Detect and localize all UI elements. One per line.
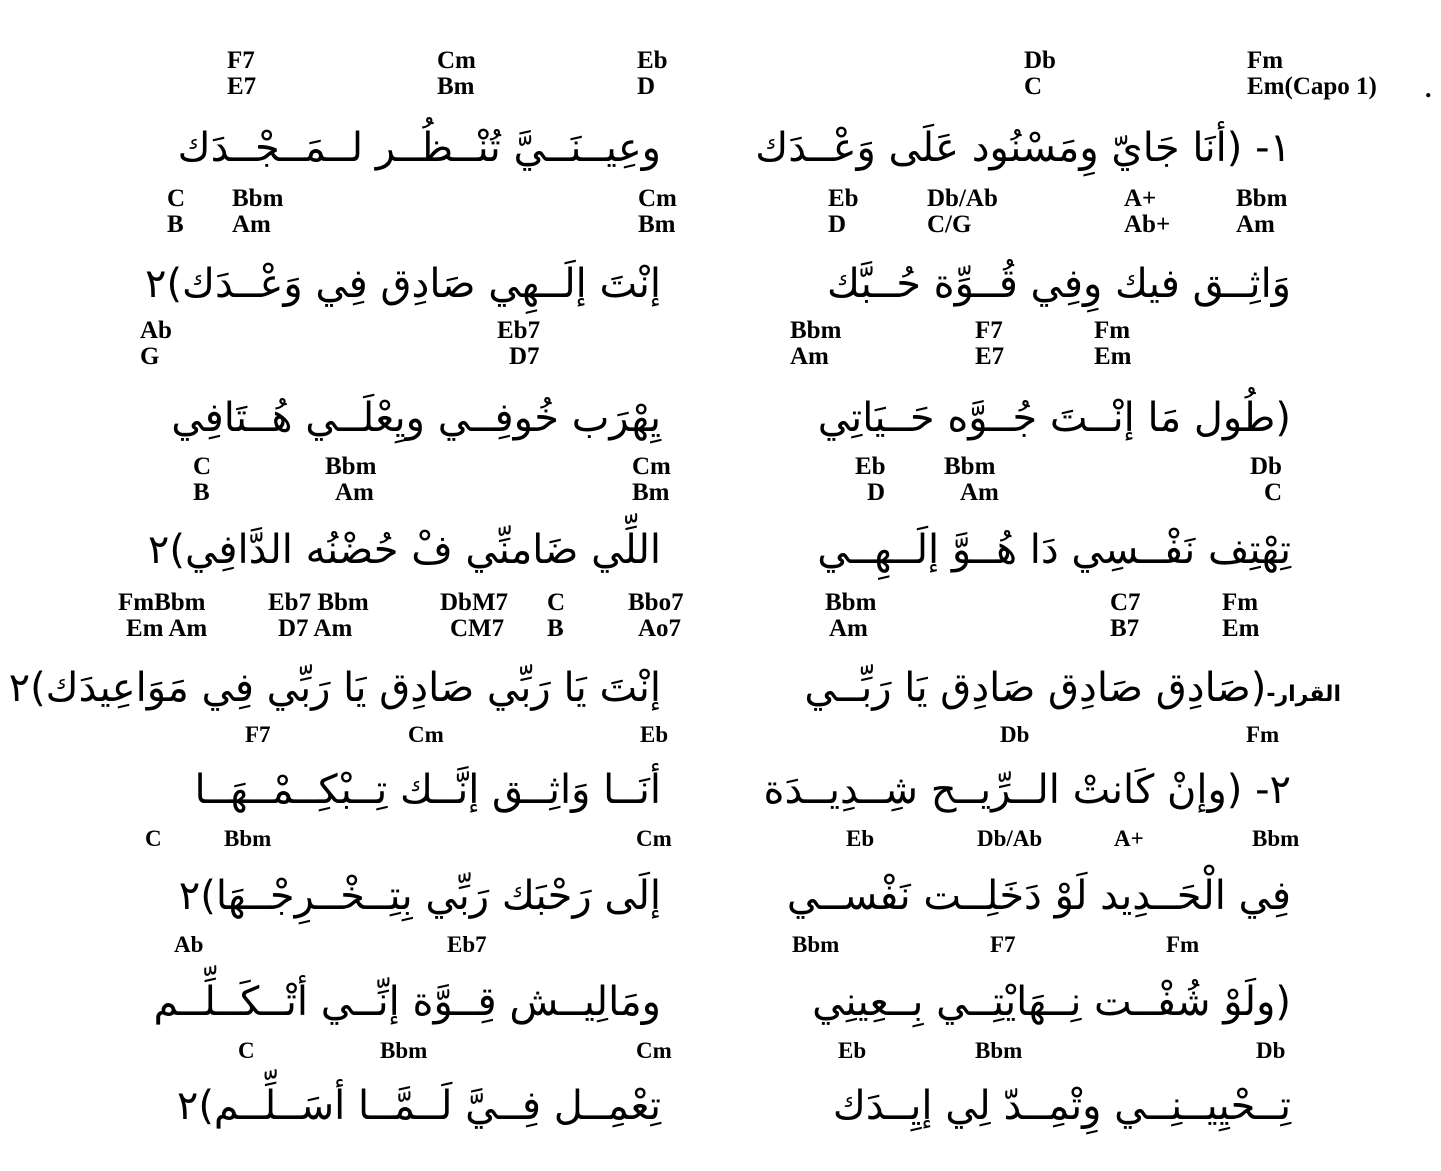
chord: C B	[547, 589, 566, 642]
chord: F7	[990, 932, 1016, 957]
lyric-right: (طُول مَا إنْــتَ جُــوَّه حَــيَاتِي	[817, 395, 1291, 441]
chord: C	[145, 826, 162, 851]
chord: C7 B7	[1110, 589, 1141, 642]
chord: Bbm Am	[944, 453, 999, 506]
chord: Eb D	[855, 453, 886, 506]
chord: Eb D	[828, 185, 859, 238]
chord: Db	[1000, 722, 1030, 747]
chord: Fm Em(Capo 1)	[1247, 47, 1377, 100]
chord: Cm	[636, 1038, 672, 1063]
lyric-left: إنْتَ يَا رَبِّي صَادِق يَا رَبِّي فِي مَوَاعِيدَك)٢	[8, 665, 661, 711]
chord: Cm Bm	[437, 47, 476, 100]
chord: Fm Em	[1094, 317, 1132, 370]
chord: Ab	[174, 932, 204, 957]
chord: Eb D	[637, 47, 668, 100]
lyric-right: تِــحْيِيــنِــي وِتْمِــدّ لِي إيِــدَك	[832, 1083, 1291, 1129]
chord: Cm Bm	[638, 185, 677, 238]
lyric-right: فِي الْحَــدِيد لَوْ دَخَلِــت نَفْســي	[786, 873, 1291, 919]
lyric-left: أنَــا وَاثِــق إنَّــك تِــبْكِــمْــهَــا	[194, 767, 661, 813]
lyric-left: إلَى رَحْبَك رَبِّي بِتِــخْــرِجْــهَا)٢	[178, 873, 661, 919]
chord: F7	[245, 722, 271, 747]
chord: Eb	[846, 826, 875, 851]
lyric-left: ومَالِيــش قِــوَّة إنِّــي أتْــكَــلِّــم	[153, 979, 661, 1025]
chord: C B	[167, 185, 186, 238]
chord: Eb7 Bbm D7 Am	[268, 589, 369, 642]
chord: Cm Bm	[632, 453, 671, 506]
chord: C	[238, 1038, 255, 1063]
chord: Eb	[640, 722, 669, 747]
chord: Bbm Am	[790, 317, 842, 370]
chord: Bbm	[792, 932, 840, 957]
lyric-right: وَاثِــق فيك وِفِي قُــوِّة حُــبَّك	[826, 261, 1291, 307]
chord: Bbm	[380, 1038, 428, 1063]
lyric-left: وعِيــنَــيَّ تُنْــظُــر لــمَــجْــدَك	[177, 125, 661, 171]
chord: Bbm Am	[1236, 185, 1288, 238]
lyric-right: ٢- (وإنْ كَانتْ الــرِّيــح شِــدِيــدَة	[763, 767, 1291, 813]
lyric-left: يِهْرَب خُوفِــي ويِعْلَــي هُــتَافِي	[171, 395, 661, 441]
chord: Bbm Am	[325, 453, 377, 506]
lyric-right: تِهْتِف نَفْــسِي دَا هُــوَّ إلَــهِــي	[817, 527, 1291, 573]
chord: Bbm	[975, 1038, 1023, 1063]
refrain-label: القرار-	[1266, 682, 1341, 707]
chord: Fm	[1166, 932, 1200, 957]
chord: Cm	[408, 722, 444, 747]
lyric-left: إنْتَ إلَــهِي صَادِق فِي وَعْــدَك)٢	[144, 261, 661, 307]
chord: FmBbm Em Am	[118, 589, 208, 642]
chord: A+ Ab+	[1124, 185, 1171, 238]
chord: Db C	[1250, 453, 1283, 506]
chord: Bbm Am	[232, 185, 284, 238]
chord: Fm	[1246, 722, 1280, 747]
chord: A+	[1114, 826, 1144, 851]
chord: Db C	[1024, 47, 1056, 100]
chord: Fm Em	[1222, 589, 1260, 642]
chord: F7 E7	[975, 317, 1005, 370]
chord: Bbm Am	[825, 589, 877, 642]
lyric-left: اللِّي ضَامنِّي فْ حُضْنُه الدَّافِي)٢	[147, 527, 661, 573]
chord: Eb7	[447, 932, 487, 957]
chord: C B	[193, 453, 212, 506]
lyric-left: تِعْمِــل فِــيَّ لَــمَّــا أسَــلِّــم)٢	[176, 1083, 661, 1129]
chord: Eb	[838, 1038, 867, 1063]
lyric-right: ١- (أنَا جَايّ وِمَسْنُود عَلَى وَعْــدَك	[755, 125, 1291, 171]
chord: Eb7 D7	[497, 317, 541, 370]
chord: DbM7 CM7	[440, 589, 509, 642]
lyric-right: (ولَوْ شُفْــت نِــهَايْتِــي بِــعِينِي	[812, 979, 1291, 1025]
chord: Db/Ab	[977, 826, 1043, 851]
chord: Bbo7 Ao7	[628, 589, 684, 642]
chord: Cm	[636, 826, 672, 851]
chord: Bbm	[1252, 826, 1300, 851]
lyric-right: القرار-(صَادِق صَادِق صَادِق يَا رَبِّــي	[804, 665, 1341, 711]
chord: Db/Ab C/G	[927, 185, 998, 238]
chord: Ab G	[140, 317, 172, 370]
chord: Bbm	[224, 826, 272, 851]
chord: F7 E7	[227, 47, 257, 100]
stray-dot: .	[1425, 74, 1432, 103]
chord: Db	[1256, 1038, 1286, 1063]
